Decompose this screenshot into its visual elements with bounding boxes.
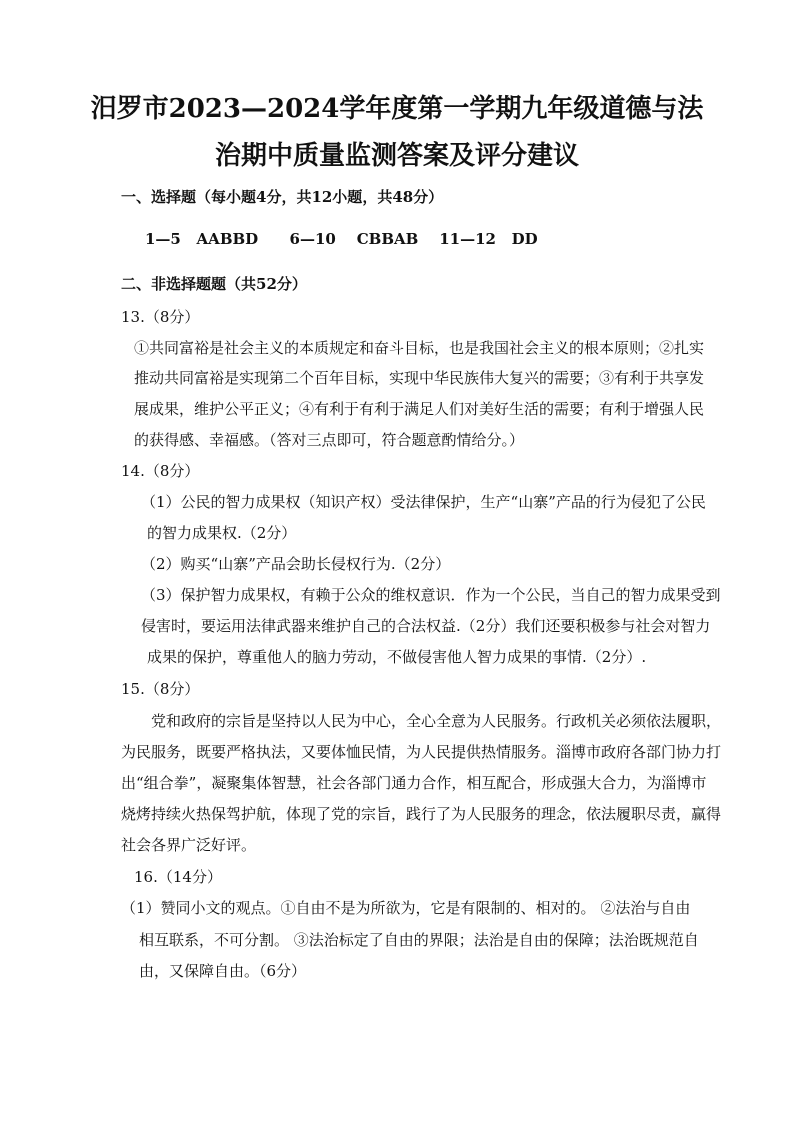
q15-line: 为民服务，既要严格执法，又要体恤民情，为人民提供热情服务。淄博市政府各部门协力打 [121,743,722,761]
q13-label: 13.（8分） [121,308,200,326]
section-1-heading: 一、选择题（每小题4分，共12小题，共48分） [121,188,444,206]
q14-line: 的智力成果权.（2分） [147,524,297,542]
document-title-line-1: 汨罗市2023—2024学年度第一学期九年级道德与法 [90,94,704,124]
q14-line: （1）公民的智力成果权（知识产权）受法律保护，生产“山寨”产品的行为侵犯了公民 [141,493,706,511]
q14-line: （2）购买“山寨”产品会助长侵权行为.（2分） [141,555,451,573]
choice-answers: 1—5 AABBD 6—10 CBBAB 11—12 DD [145,230,538,248]
q16-line: （1）赞同小文的观点。①自由不是为所欲为，它是有限制的、相对的。 ②法治与自由 [121,899,691,917]
q15-label: 15.（8分） [121,680,200,698]
q13-line: ①共同富裕是社会主义的本质规定和奋斗目标，也是我国社会主义的根本原则；②扎实 [134,339,705,357]
q13-line: 展成果，维护公平正义；④有利于有利于满足人们对美好生活的需要；有利于增强人民 [134,400,705,418]
section-2-heading: 二、非选择题题（共52分） [121,275,307,293]
q14-line: （3）保护智力成果权，有赖于公众的维权意识．作为一个公民，当自己的智力成果受到 [141,586,721,604]
q13-line: 推动共同富裕是实现第二个百年目标，实现中华民族伟大复兴的需要；③有利于共享发 [134,369,705,387]
q15-line: 烧烤持续火热保驾护航，体现了党的宗旨，践行了为人民服务的理念，依法履职尽责，赢得 [121,805,722,823]
q16-line: 由，又保障自由。（6分） [139,962,307,980]
q14-label: 14.（8分） [121,462,200,480]
q15-line: 党和政府的宗旨是坚持以人民为中心，全心全意为人民服务。行政机关必须依法履职， [151,712,722,730]
q14-line: 成果的保护，尊重他人的脑力劳动，不做侵害他人智力成果的事情.（2分）. [147,648,647,666]
q14-line: 侵害时，要运用法律武器来维护自己的合法权益.（2分）我们还要积极参与社会对智力 [141,617,711,635]
q15-line: 社会各界广泛好评。 [121,836,257,854]
q16-label: 16.（14分） [134,868,222,886]
q16-line: 相互联系，不可分割。 ③法治标定了自由的界限；法治是自由的保障；法治既规范自 [139,931,699,949]
document-title-line-2: 治期中质量监测答案及评分建议 [214,141,579,171]
q15-line: 出“组合拳”，凝聚集体智慧，社会各部门通力合作，相互配合，形成强大合力，为淄博市 [121,774,707,792]
q13-line: 的获得感、幸福感。（答对三点即可，符合题意酌情给分。） [134,431,525,449]
